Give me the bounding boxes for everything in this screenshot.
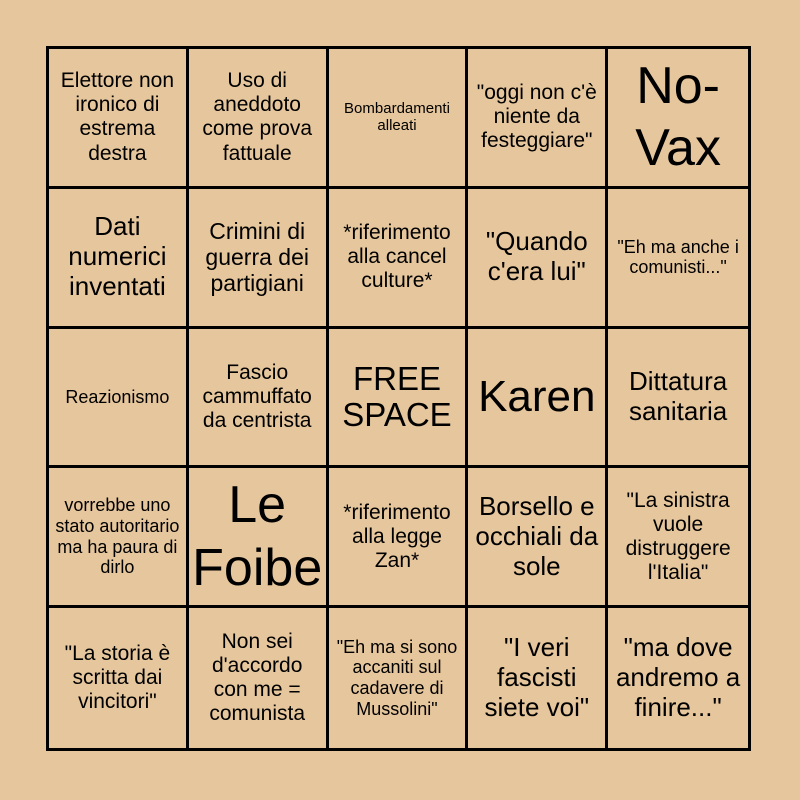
cell-text: Bombardamenti alleati [344,100,450,135]
cell-text: Karen [478,371,596,421]
bingo-cell[interactable] [468,468,608,608]
bingo-cell[interactable] [468,608,608,748]
cell-text: No-Vax [635,57,721,178]
bingo-cell[interactable] [329,468,469,608]
cell-text: Non sei d'accordo con me = comunista [209,629,306,726]
cell-text: Fascio cammuffato da centrista [202,360,312,433]
cell-text: "Eh ma si sono accaniti sul cadavere di Mussolini" [336,636,458,719]
bingo-cell[interactable] [468,49,608,189]
cell-text: "I veri fascisti siete voi" [484,632,590,723]
cell-text: Le Foibe [192,476,323,597]
bingo-cell[interactable] [49,608,189,748]
bingo-cell[interactable] [329,608,469,748]
cell-text: "La sinistra vuole distruggere l'Italia" [625,488,731,584]
cell-text: Borsello e occhiali da sole [475,490,599,581]
cell-text: vorrebbe uno stato autoritario ma ha paura di dirlo [55,495,180,578]
bingo-cell[interactable] [329,189,469,329]
bingo-cell[interactable] [608,329,748,469]
bingo-cell[interactable] [608,468,748,608]
bingo-cell[interactable] [608,49,748,189]
bingo-cell[interactable] [189,329,329,469]
free-space-cell[interactable] [329,329,469,469]
bingo-cell[interactable] [468,329,608,469]
bingo-cell[interactable] [49,329,189,469]
bingo-cell[interactable] [49,468,189,608]
cell-text: "Eh ma anche i comunisti..." [617,236,739,278]
bingo-cell[interactable] [189,189,329,329]
cell-text: "oggi non c'è niente da festeggiare" [476,81,597,153]
cell-text: *riferimento alla cancel culture* [343,220,451,293]
bingo-cell[interactable] [608,189,748,329]
cell-text: "ma dove andremo a finire..." [615,632,741,723]
bingo-cell[interactable] [189,49,329,189]
bingo-cell[interactable] [49,49,189,189]
cell-text: Crimini di guerra dei partigiani [205,217,309,297]
cell-text: Reazionismo [65,386,170,407]
bingo-cell[interactable] [189,468,329,608]
cell-text: Uso di aneddoto come prova fattuale [202,69,313,165]
cell-text: "Quando c'era lui" [485,226,588,287]
cell-text: FREE SPACE [342,359,452,433]
bingo-cell[interactable] [329,49,469,189]
cell-text: Dittatura sanitaria [628,366,728,426]
bingo-cell[interactable] [608,608,748,748]
cell-text: Elettore non ironico di estrema destra [60,69,175,165]
bingo-cell[interactable] [189,608,329,748]
bingo-cell[interactable] [468,189,608,329]
bingo-cell[interactable] [49,189,189,329]
bingo-board [46,46,751,751]
cell-text: "La storia è scritta dai vincitori" [64,641,171,714]
cell-text: Dati numerici inventati [68,211,167,302]
cell-text: *riferimento alla legge Zan* [343,500,451,572]
